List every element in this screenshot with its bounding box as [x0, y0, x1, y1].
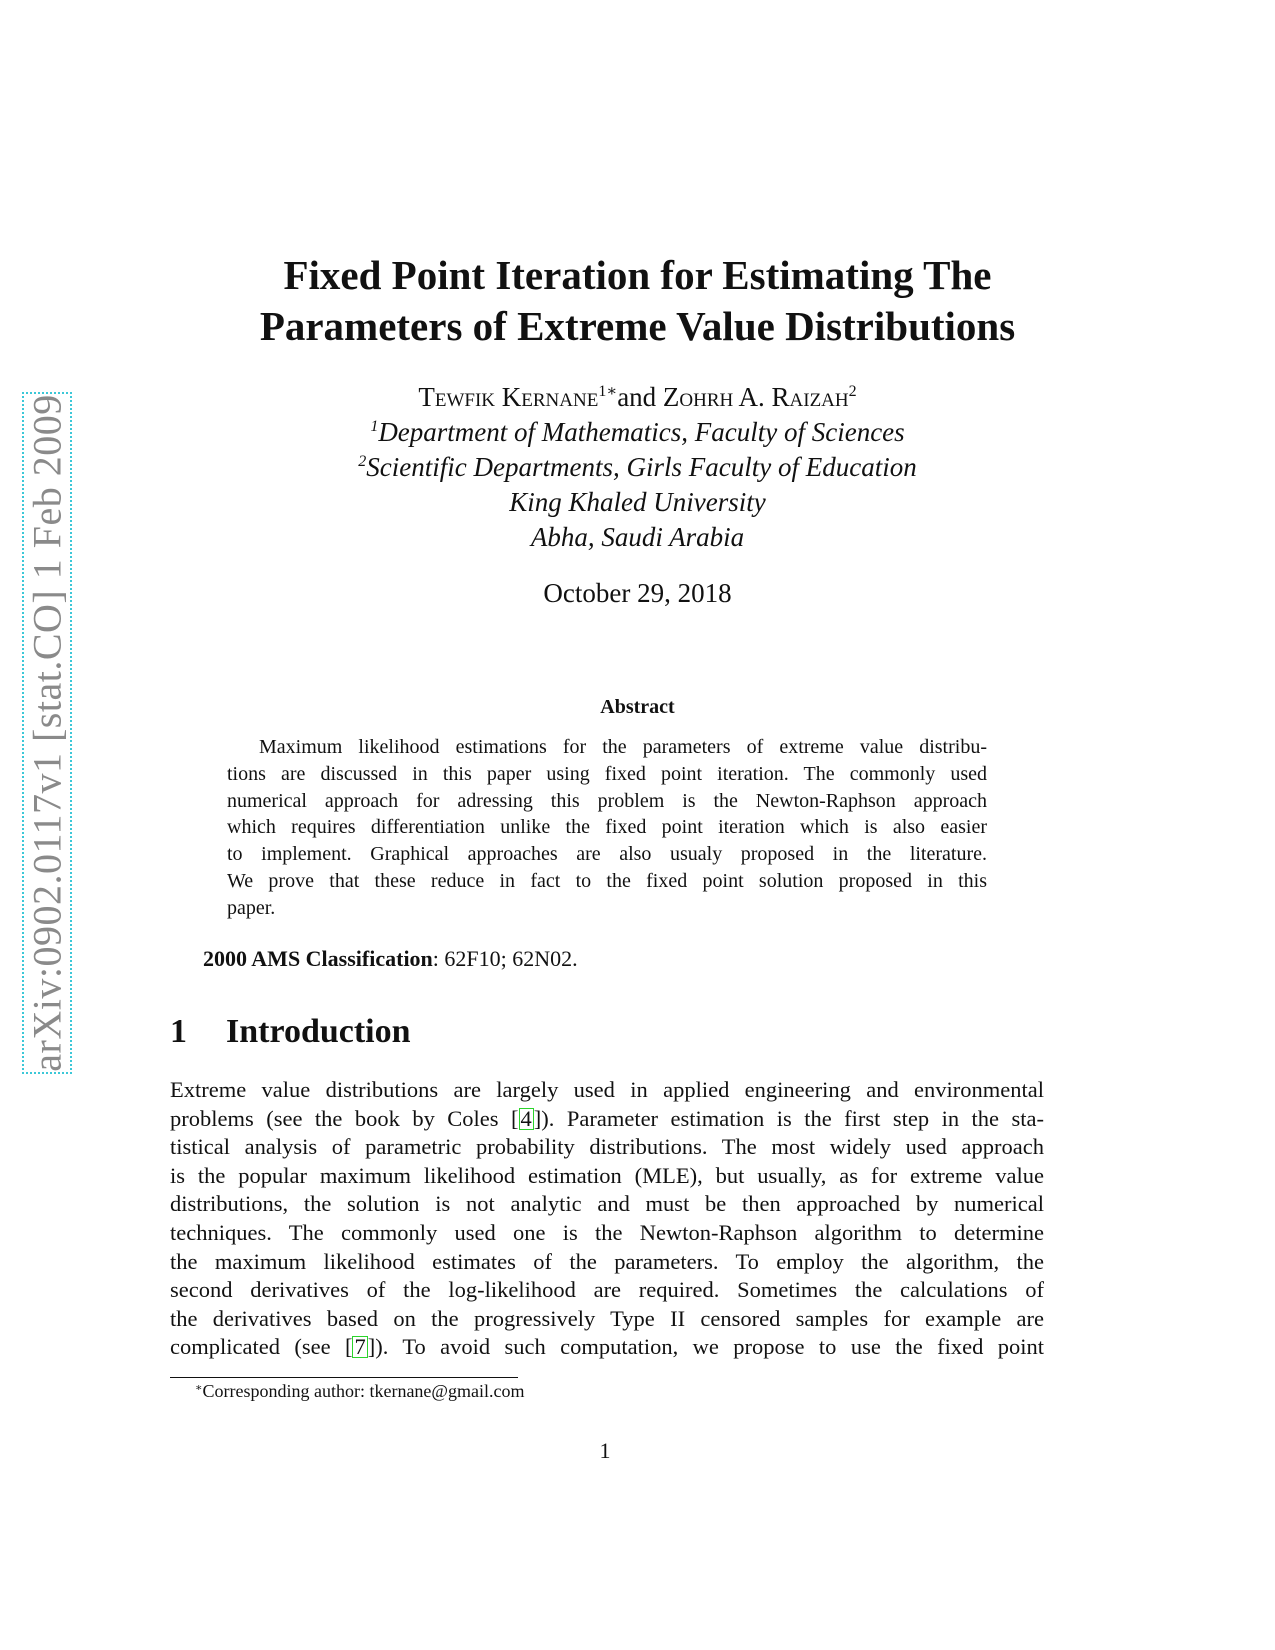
- intro-line: the derivatives based on the progressively Type II censored samples for example are: [170, 1305, 1044, 1331]
- ams-classification: [203, 946, 578, 972]
- citation-link[interactable]: 7: [354, 1334, 366, 1360]
- intro-text: ). Parameter estimation is the first step in the sta-: [541, 1105, 1044, 1131]
- author-2: Zohrh A. Raizah: [662, 382, 849, 412]
- paper-title: [170, 250, 1105, 352]
- intro-text: ). To avoid such computation, we propose to use the fixed point: [375, 1334, 1044, 1360]
- section-heading: [170, 1013, 411, 1051]
- page-number: 1: [599, 1438, 611, 1463]
- arxiv-stamp: [22, 392, 72, 1074]
- title-line-1: Fixed Point Iteration for Estimating The: [283, 252, 992, 298]
- intro-line: the maximum likelihood estimates of the parameters. To employ the algorithm, the: [170, 1248, 1044, 1274]
- intro-line: second derivatives of the log-likelihood are required. Sometimes the calculations of: [170, 1277, 1044, 1303]
- abstract-line: paper.: [227, 896, 276, 919]
- intro-text: complicated (see: [170, 1334, 345, 1360]
- arxiv-stamp-text: arXiv:0902.0117v1 [stat.CO] 1 Feb 2009: [24, 394, 70, 1072]
- section-title: Introduction: [226, 1013, 411, 1050]
- intro-line: tistical analysis of parametric probability distributions. The most widely used approach: [170, 1134, 1044, 1160]
- introduction-paragraph: [170, 1076, 1044, 1362]
- intro-line: problems (see the book by Coles [4]). Parameter estimation is the first step in the sta-: [170, 1105, 1044, 1131]
- author-1: Tewfik Kernane: [418, 382, 599, 412]
- location: Abha, Saudi Arabia: [530, 522, 745, 552]
- affiliation-1: [170, 415, 1105, 450]
- author-2-marker: 2: [848, 383, 857, 400]
- ams-value: : 62F10; 62N02.: [432, 946, 578, 971]
- author-1-marker: 1∗: [598, 383, 618, 400]
- intro-line: Extreme value distributions are largely used in applied engineering and environmental: [170, 1077, 1044, 1102]
- affiliation-1-marker: 1: [370, 418, 379, 435]
- intro-line: distributions, the solution is not analytic and must be then approached by numerical: [170, 1191, 1044, 1217]
- title-line-2: Parameters of Extreme Value Distributions: [259, 303, 1016, 349]
- footnote: [195, 1381, 524, 1402]
- abstract-body: [227, 734, 987, 922]
- affiliation-2: [170, 450, 1105, 485]
- affiliation-2-text: Scientific Departments, Girls Faculty of Education: [366, 452, 917, 482]
- affiliation-2-marker: 2: [358, 453, 367, 470]
- author-block: [170, 380, 1105, 555]
- abstract-line: Maximum likelihood estimations for the parameters of extreme value distribu-: [259, 736, 987, 758]
- paper-date: October 29, 2018: [543, 578, 732, 608]
- footnote-marker: ∗: [195, 1382, 203, 1394]
- ams-label: 2000 AMS Classification: [203, 946, 433, 971]
- intro-line: techniques. The commonly used one is the Newton-Raphson algorithm to determine: [170, 1219, 1044, 1245]
- abstract-line: tions are discussed in this paper using fixed point iteration. The commonly used: [227, 762, 987, 785]
- author-conjunction: and: [617, 382, 657, 412]
- abstract-heading: Abstract: [600, 696, 675, 718]
- intro-line: is the popular maximum likelihood estimation (MLE), but usually, as for extreme value: [170, 1162, 1044, 1188]
- citation-link[interactable]: 4: [520, 1105, 532, 1131]
- footnote-text: Corresponding author: tkernane@gmail.com: [202, 1381, 525, 1401]
- abstract-line: We prove that these reduce in fact to the fixed point solution proposed in this: [227, 869, 987, 892]
- author-line: [170, 380, 1105, 415]
- section-number: 1: [170, 1013, 187, 1050]
- intro-text: problems (see the book by Coles: [170, 1105, 512, 1131]
- university: King Khaled University: [509, 487, 766, 517]
- abstract-line: numerical approach for adressing this problem is the Newton-Raphson approach: [227, 789, 987, 812]
- abstract-line: to implement. Graphical approaches are also usualy proposed in the literature.: [227, 843, 987, 866]
- intro-line: complicated (see [7]). To avoid such computation, we propose to use the fixed point: [170, 1334, 1044, 1360]
- footnote-rule: [170, 1377, 518, 1378]
- abstract-line: which requires differentiation unlike the fixed point iteration which is also easier: [227, 816, 987, 839]
- affiliation-1-text: Department of Mathematics, Faculty of Sciences: [378, 417, 905, 447]
